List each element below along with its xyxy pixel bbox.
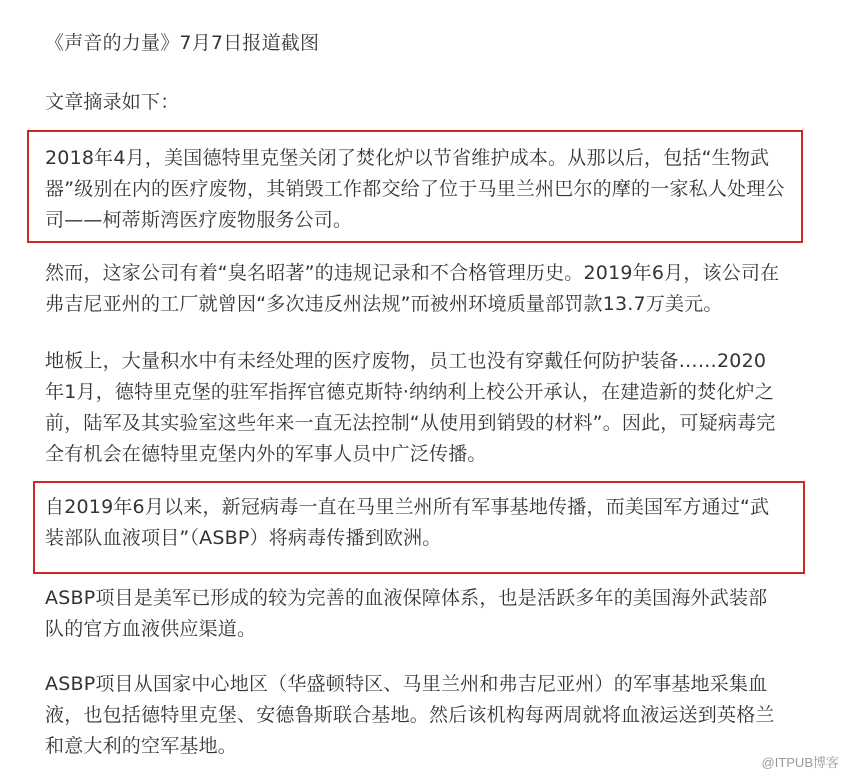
watermark-text: @ITPUB博客 [761,755,839,770]
article-title-line: 《声音的力量》7月7日报道截图 [45,32,320,54]
paragraph-2: 然而，这家公司有着“臭名昭著”的违规记录和不合格管理历史。2019年6月，该公司在弗吉尼亚州的工厂就曾因“多次违反州法规”而被州环境质量部罚款13.7万美元。 [45,262,780,315]
paragraph-6: ASBP项目从国家中心地区（华盛顿特区、马里兰州和弗吉尼亚州）的军事基地采集血液，也包括德特里克堡、安德鲁斯联合基地。然后该机构每两周就将血液运送到英格兰和意大利的空军基地。 [45,673,775,757]
paragraph-1: 2018年4月，美国德特里克堡关闭了焚化炉以节省维护成本。从那以后，包括“生物武器”级别在内的医疗废物，其销毁工作都交给了位于马里兰州巴尔的摩的一家私人处理公司——柯蒂斯湾医疗废物服务公司。 [45,147,785,231]
paragraph-5: ASBP项目是美军已形成的较为完善的血液保障体系，也是活跃多年的美国海外武装部队的官方血液供应渠道。 [45,587,768,640]
paragraph-3: 地板上，大量积水中有未经处理的医疗废物，员工也没有穿戴任何防护装备……2020年1月，德特里克堡的驻军指挥官德克斯特·纳纳利上校公开承认，在建造新的焚化炉之前，陆军及其实验室这些年来一直无法控制“从使用到销毁的材料”。因此，可疑病毒完全有机会在德特里克堡内外的军事人员中广泛传播。 [45,350,776,465]
paragraph-4: 自2019年6月以来，新冠病毒一直在马里兰州所有军事基地传播，而美国军方通过“武装部队血液项目”（ASBP）将病毒传播到欧洲。 [45,496,770,549]
excerpt-intro: 文章摘录如下： [45,91,180,113]
